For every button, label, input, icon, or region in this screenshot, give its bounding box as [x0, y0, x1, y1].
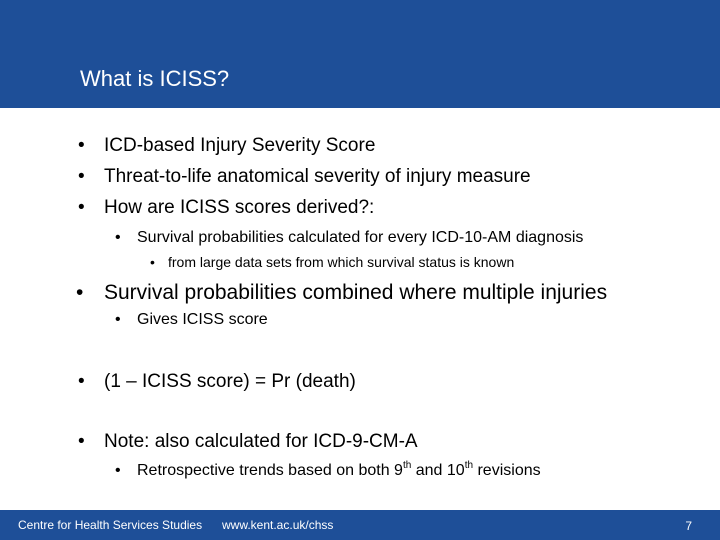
bullet-dot-icon: •: [78, 135, 85, 156]
ordinal-suffix: th: [464, 460, 474, 471]
sub-bullet-item: [115, 460, 541, 480]
bullet-item: [78, 431, 418, 453]
bullet-dot-icon: •: [150, 254, 155, 270]
page-number: 7: [685, 519, 692, 533]
bullet-dot-icon: •: [78, 166, 85, 187]
footer-organization: Centre for Health Services Studies: [18, 518, 203, 532]
bullet-text: How are ICISS scores derived?:: [104, 197, 375, 218]
sub-bullet-text-part: Retrospective trends based on both 9: [137, 462, 403, 479]
ordinal-suffix: th: [402, 460, 412, 471]
bullet-text: (1 – ICISS score) = Pr (death): [104, 371, 356, 392]
bullet-item: [78, 197, 375, 219]
bullet-dot-icon: •: [115, 229, 121, 246]
sub-sub-bullet-text: from large data sets from which survival status is known: [168, 254, 515, 270]
bullet-dot-icon: •: [78, 431, 85, 452]
sub-bullet-item: [115, 311, 268, 329]
bullet-text: Note: also calculated for ICD-9-CM-A: [104, 431, 418, 452]
bullet-dot-icon: •: [76, 281, 84, 304]
bullet-dot-icon: •: [78, 197, 85, 218]
bullet-item: [78, 135, 376, 157]
sub-bullet-item: [115, 229, 584, 247]
slide-title: What is ICISS?: [80, 66, 230, 91]
bullet-dot-icon: •: [115, 311, 121, 328]
bullet-dot-icon: •: [115, 462, 121, 479]
sub-bullet-text: Gives ICISS score: [137, 311, 268, 328]
bullet-text: Threat-to-life anatomical severity of injury measure: [104, 166, 531, 187]
footer-bar: [0, 510, 720, 540]
bullet-item: [78, 371, 356, 393]
sub-sub-bullet-item: [150, 254, 515, 270]
bullet-dot-icon: •: [78, 371, 85, 392]
sub-bullet-text-part: revisions: [473, 462, 541, 479]
bullet-text: Survival probabilities combined where multiple injuries: [104, 281, 608, 304]
bullet-item: [76, 281, 608, 305]
bullet-text: ICD-based Injury Severity Score: [104, 135, 376, 156]
sub-bullet-text: Survival probabilities calculated for every ICD-10-AM diagnosis: [137, 229, 584, 246]
footer-url: www.kent.ac.uk/chss: [222, 518, 334, 532]
sub-bullet-text-part: and 10: [411, 462, 465, 479]
bullet-item: [78, 166, 531, 188]
